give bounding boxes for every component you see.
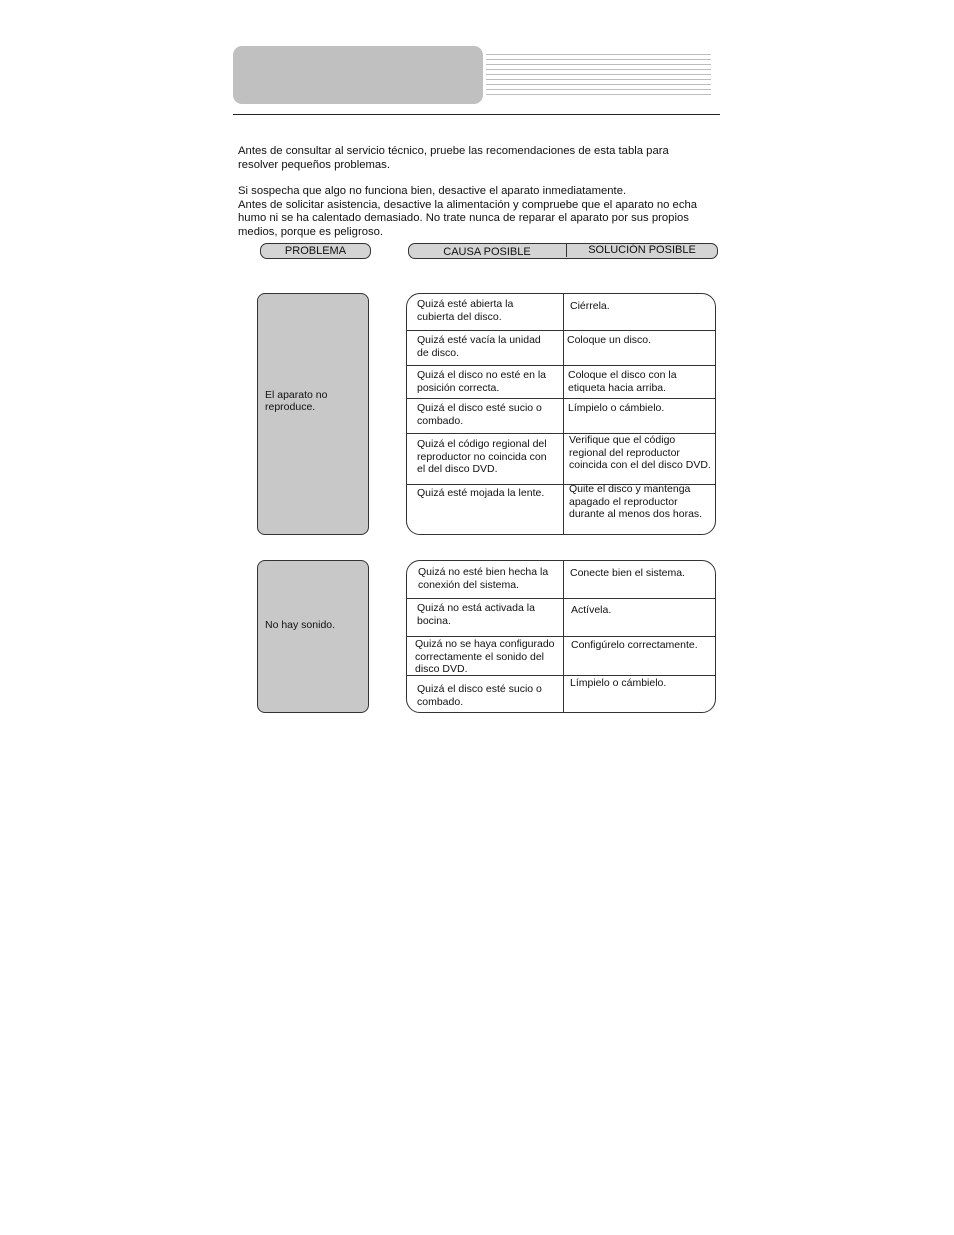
cell-line: Ciérrela. bbox=[570, 300, 610, 312]
cause-solution-table-2 bbox=[406, 560, 716, 713]
row-divider bbox=[407, 636, 715, 637]
cell-line: conexión del sistema. bbox=[418, 578, 519, 591]
solution-cell bbox=[568, 369, 677, 394]
header-causa: CAUSA POSIBLE bbox=[443, 246, 531, 258]
cell-line: Verifique que el código bbox=[569, 434, 676, 446]
intro-line: Antes de solicitar asistencia, desactive la alimentación y compruebe que el aparato no echa bbox=[238, 198, 698, 211]
cell-line: combado. bbox=[417, 695, 464, 708]
header-causa-solucion bbox=[408, 243, 718, 259]
intro-line: medios, porque es peligroso. bbox=[238, 225, 384, 238]
intro-line: Antes de consultar al servicio técnico, pruebe las recomendaciones de esta tabla para bbox=[238, 145, 669, 157]
cell-line: de disco. bbox=[417, 346, 460, 359]
solution-cell bbox=[570, 567, 685, 580]
cell-line: Quizá no esté bien hecha la bbox=[418, 566, 549, 578]
cause-solution-table-1 bbox=[406, 293, 716, 535]
cell-line: Quizá esté abierta la bbox=[417, 298, 514, 310]
solution-cell bbox=[570, 677, 666, 690]
intro-paragraph-1 bbox=[238, 145, 728, 172]
solution-cell bbox=[570, 300, 610, 313]
cell-line: bocina. bbox=[417, 614, 451, 627]
header-rule bbox=[233, 114, 720, 115]
cell-line: Coloque un disco. bbox=[567, 334, 652, 346]
title-banner bbox=[233, 46, 483, 104]
cell-line: Quizá el disco esté sucio o bbox=[417, 683, 542, 695]
cause-cell bbox=[417, 334, 541, 359]
cause-cell bbox=[417, 683, 542, 708]
problem-text: reproduce. bbox=[265, 401, 316, 413]
cell-line: Actívela. bbox=[571, 604, 612, 616]
solution-cell bbox=[567, 334, 651, 347]
cell-line: Quizá no se haya configurado bbox=[415, 638, 555, 650]
decorative-lines bbox=[486, 54, 711, 98]
intro-line: resolver pequeños problemas. bbox=[238, 158, 390, 171]
header-problema: PROBLEMA bbox=[260, 243, 371, 259]
cell-line: regional del reproductor bbox=[569, 446, 680, 459]
cell-line: Quizá el código regional del bbox=[417, 438, 547, 450]
problem-text: No hay sonido. bbox=[265, 619, 336, 631]
intro-line: Si sospecha que algo no funciona bien, desactive el aparato inmediatamente. bbox=[238, 185, 627, 197]
row-divider bbox=[407, 398, 715, 399]
cause-cell bbox=[417, 369, 546, 394]
cell-line: Quizá el disco no esté en la bbox=[417, 369, 546, 381]
problem-box-2 bbox=[257, 560, 369, 713]
row-divider bbox=[407, 598, 715, 599]
cell-line: el del disco DVD. bbox=[417, 463, 498, 475]
cell-line: Límpielo o cámbielo. bbox=[570, 677, 667, 689]
cause-cell bbox=[415, 638, 555, 676]
cell-line: apagado el reproductor bbox=[569, 495, 678, 508]
cell-line: durante al menos dos horas. bbox=[569, 508, 703, 520]
solution-cell bbox=[569, 483, 702, 521]
cell-line: combado. bbox=[417, 414, 464, 427]
solution-cell bbox=[569, 434, 711, 472]
cell-line: Límpielo o cámbielo. bbox=[568, 402, 665, 414]
cell-line: Quizá no está activada la bbox=[417, 602, 535, 614]
header-solucion: SOLUCIÓN POSIBLE bbox=[566, 243, 717, 257]
cell-line: disco DVD. bbox=[415, 663, 468, 675]
cell-line: cubierta del disco. bbox=[417, 310, 502, 323]
row-divider bbox=[407, 365, 715, 366]
problem-text: El aparato no bbox=[265, 389, 328, 401]
problem-box-1 bbox=[257, 293, 369, 535]
cell-line: Quizá esté vacía la unidad bbox=[417, 334, 541, 346]
cell-line: Configúrelo correctamente. bbox=[571, 639, 698, 651]
row-divider bbox=[407, 330, 715, 331]
solution-cell bbox=[571, 639, 698, 652]
solution-cell bbox=[568, 402, 664, 415]
cause-cell bbox=[417, 438, 547, 476]
cell-line: Quizá esté mojada la lente. bbox=[417, 487, 545, 499]
cell-line: Quizá el disco esté sucio o bbox=[417, 402, 542, 414]
cause-cell bbox=[417, 298, 513, 323]
cell-line: Conecte bien el sistema. bbox=[570, 567, 685, 579]
cause-cell bbox=[417, 602, 535, 627]
cell-line: Quite el disco y mantenga bbox=[569, 483, 691, 495]
cell-line: correctamente el sonido del bbox=[415, 650, 544, 663]
cell-line: reproductor no coincida con bbox=[417, 450, 547, 463]
cause-cell bbox=[418, 566, 548, 591]
cell-line: etiqueta hacia arriba. bbox=[568, 381, 667, 394]
cause-cell bbox=[417, 487, 544, 500]
intro-line: humo ni se ha calentado demasiado. No trate nunca de reparar el aparato por sus propios bbox=[238, 212, 689, 225]
intro-paragraph-2 bbox=[238, 185, 728, 239]
cell-line: Coloque el disco con la bbox=[568, 369, 677, 381]
solution-cell bbox=[571, 604, 611, 617]
cell-line: posición correcta. bbox=[417, 381, 500, 394]
cause-cell bbox=[417, 402, 542, 427]
cell-line: coincida con el del disco DVD. bbox=[569, 459, 711, 471]
